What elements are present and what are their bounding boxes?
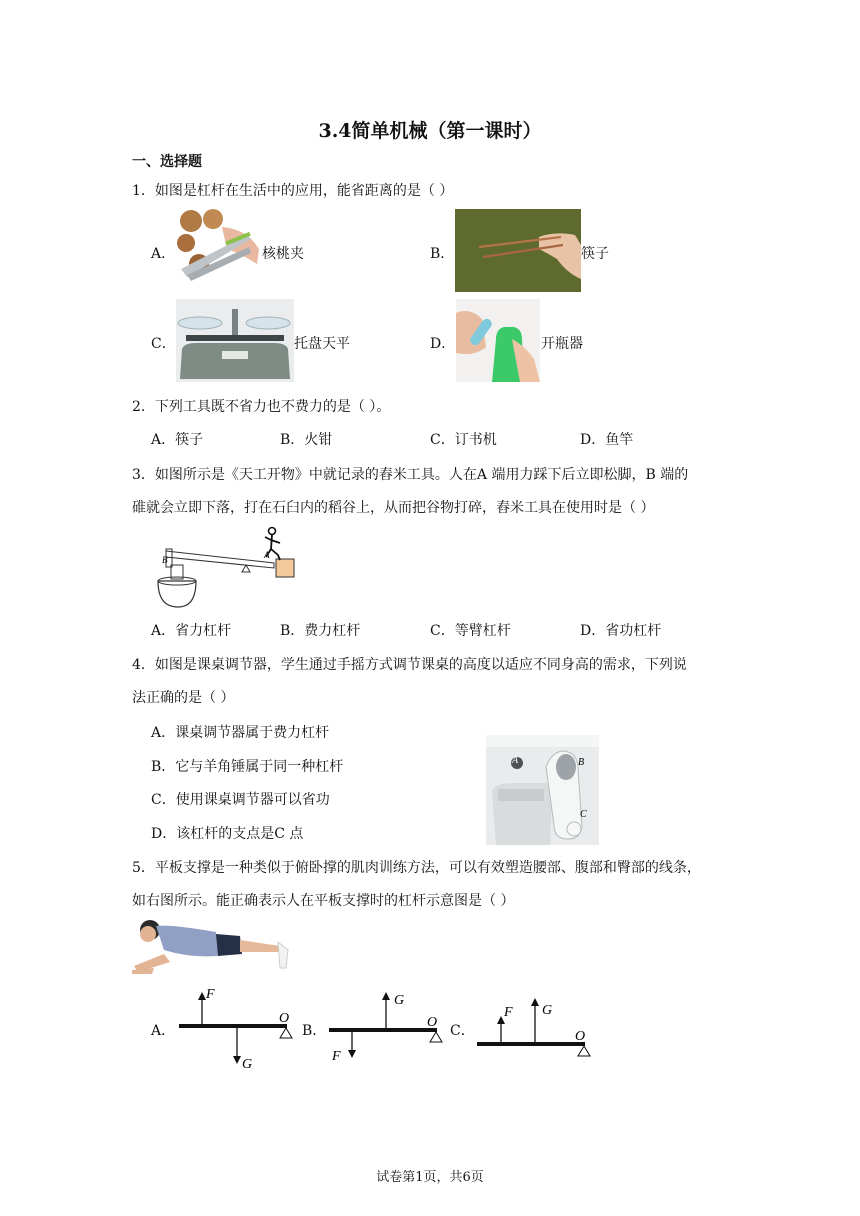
q1-option-b-text: 筷子 xyxy=(581,246,609,262)
q5-stem-line2: 如右图所示。能正确表示人在平板支撑时的杠杆示意图是（ ） xyxy=(132,893,515,909)
q1-option-a-letter[interactable]: A． xyxy=(151,246,176,262)
diagram-c-label-f: F xyxy=(504,1005,513,1020)
diagram-b-label-f: F xyxy=(332,1049,341,1064)
q3-option-a[interactable]: A．省力杠杆 xyxy=(151,623,232,639)
q4-label-b: B xyxy=(578,757,585,768)
q4-option-a[interactable]: A．课桌调节器属于费力杠杆 xyxy=(151,725,330,741)
desk-adjuster-image xyxy=(486,735,599,845)
q4-option-c[interactable]: C．使用课桌调节器可以省功 xyxy=(151,792,330,808)
section-heading: 一、选择题 xyxy=(132,154,202,170)
q2-stem: 2．下列工具既不省力也不费力的是（ ）。 xyxy=(132,399,391,415)
q5-lever-diagram-a xyxy=(176,982,300,1074)
diagram-b-label-g: G xyxy=(394,993,405,1008)
q3-stem-line2: 碓就会立即下落，打在石臼内的稻谷上，从而把谷物打碎，舂米工具在使用时是（ ） xyxy=(132,500,655,516)
q1-option-d-text: 开瓶器 xyxy=(541,336,583,352)
q1-stem: 1．如图是杠杆在生活中的应用，能省距离的是（ ） xyxy=(132,183,454,199)
q2-option-c[interactable]: C．订书机 xyxy=(430,432,497,448)
diagram-c-label-o: O xyxy=(575,1029,586,1044)
q5-stem-line1: 5．平板支撑是一种类似于俯卧撑的肌肉训练方法，可以有效塑造腰部、腹部和臀部的线条， xyxy=(132,860,701,876)
q3-label-a: A xyxy=(264,550,270,560)
q3-option-c[interactable]: C．等臂杠杆 xyxy=(430,623,511,639)
q4-label-c: C xyxy=(580,809,587,820)
q5-option-a-letter[interactable]: A． xyxy=(151,1023,176,1039)
q5-option-c-letter[interactable]: C． xyxy=(450,1023,475,1039)
q3-label-b: B xyxy=(162,555,168,565)
q2-option-a[interactable]: A．筷子 xyxy=(151,432,204,448)
balance-scale-image xyxy=(176,299,294,382)
q1-option-c-letter[interactable]: C． xyxy=(151,336,176,352)
q1-option-d-letter[interactable]: D． xyxy=(430,336,456,352)
page-footer: 试卷第1页，共6页 xyxy=(376,1170,484,1185)
q5-lever-diagram-c xyxy=(474,994,598,1064)
q2-option-b[interactable]: B．火钳 xyxy=(280,432,333,448)
bottle-opener-image xyxy=(456,299,540,382)
diagram-b-label-o: O xyxy=(427,1015,438,1030)
q1-option-b-letter[interactable]: B． xyxy=(430,246,455,262)
q1-option-c-text: 托盘天平 xyxy=(294,336,350,352)
diagram-c-label-g: G xyxy=(542,1003,553,1018)
q4-label-a: A xyxy=(512,755,519,766)
q3-option-b[interactable]: B．费力杠杆 xyxy=(280,623,361,639)
plank-exercise-image xyxy=(130,912,292,978)
q3-stem-line1: 3．如图所示是《天工开物》中就记录的舂米工具。人在A 端用力踩下后立即松脚，B 端的 xyxy=(132,467,689,483)
q5-lever-diagram-b xyxy=(326,986,450,1070)
diagram-a-label-g: G xyxy=(242,1057,253,1072)
q1-option-a-text: 核桃夹 xyxy=(262,246,304,262)
q4-option-d[interactable]: D．该杠杆的支点是C 点 xyxy=(151,826,304,842)
diagram-a-label-f: F xyxy=(206,987,215,1002)
q5-option-b-letter[interactable]: B． xyxy=(302,1023,327,1039)
q2-option-d[interactable]: D．鱼竿 xyxy=(580,432,634,448)
chopsticks-image xyxy=(455,209,581,292)
q4-option-b[interactable]: B．它与羊角锤属于同一种杠杆 xyxy=(151,759,344,775)
pestle-lever-figure xyxy=(154,523,304,609)
q4-stem-line1: 4．如图是课桌调节器，学生通过手摇方式调节课桌的高度以适应不同身高的需求，下列说 xyxy=(132,657,687,673)
q3-option-d[interactable]: D．省功杠杆 xyxy=(580,623,662,639)
q4-stem-line2: 法正确的是（ ） xyxy=(132,690,235,706)
diagram-a-label-o: O xyxy=(279,1011,290,1026)
page-title: 3.4简单机械（第一课时） xyxy=(318,120,542,142)
walnut-cracker-image xyxy=(177,209,262,285)
